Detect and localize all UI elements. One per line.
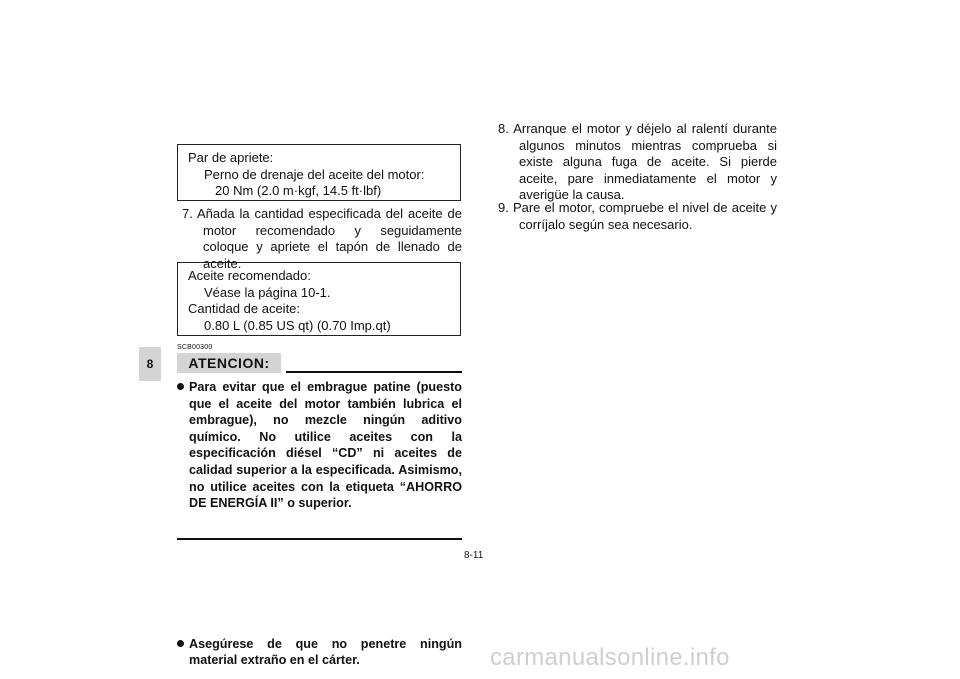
spec-value: Véase la página 10-1.: [204, 284, 331, 300]
bullet-icon: [177, 383, 184, 390]
spec-item: Perno de drenaje del aceite del motor:: [204, 166, 425, 182]
step-7: 7. Añada la cantidad especificada del aceite de motor recomendado y seguidamente coloque y apriete el tapón de llenado de aceite.: [182, 206, 462, 271]
oil-spec-box: [177, 262, 461, 336]
caution-bullet-2: [177, 636, 462, 669]
caution-bullet-1: [177, 379, 462, 512]
step-8: 8. Arranque el motor y déjelo al ralentí durante algunos minutos mientras comprueba si existe alguna fuga de aceite. Si pierde aceite, pare inmediatamente el motor y averigüe la causa.: [498, 121, 777, 202]
caution-text: Para evitar que el embrague patine (puesto que el aceite del motor también lubrica el embrague), no mezcle ningún aditivo químico. No utilice aceites con la especificación diésel “CD” ni aceites de calidad superior a la especificada. Asimismo, no utilice aceites con la etiqueta “AHORRO DE ENERGÍA II” o superior.: [189, 380, 462, 511]
watermark: carmanualsonline.info: [490, 644, 730, 671]
bullet-icon: [177, 640, 184, 647]
caution-title-rule: [286, 371, 462, 373]
caution-code: SCB00300: [177, 344, 213, 351]
step-9: 9. Pare el motor, compruebe el nivel de aceite y corríjalo según sea necesario.: [498, 200, 777, 232]
spec-label: Cantidad de aceite:: [188, 301, 301, 316]
caution-bottom-rule: [177, 538, 462, 540]
chapter-tab: 8: [139, 347, 161, 381]
page-number: 8-11: [464, 550, 484, 561]
caution-text: Asegúrese de que no penetre ningún material extraño en el cárter.: [189, 636, 462, 668]
spec-value: 20 Nm (2.0 m·kgf, 14.5 ft·lbf): [215, 183, 382, 198]
caution-title: ATENCION:: [177, 353, 281, 373]
spec-label: Aceite recomendado:: [188, 268, 311, 283]
spec-label: Par de apriete:: [188, 150, 274, 165]
torque-spec-box: [177, 144, 461, 201]
spec-value: 0.80 L (0.85 US qt) (0.70 Imp.qt): [204, 317, 391, 333]
